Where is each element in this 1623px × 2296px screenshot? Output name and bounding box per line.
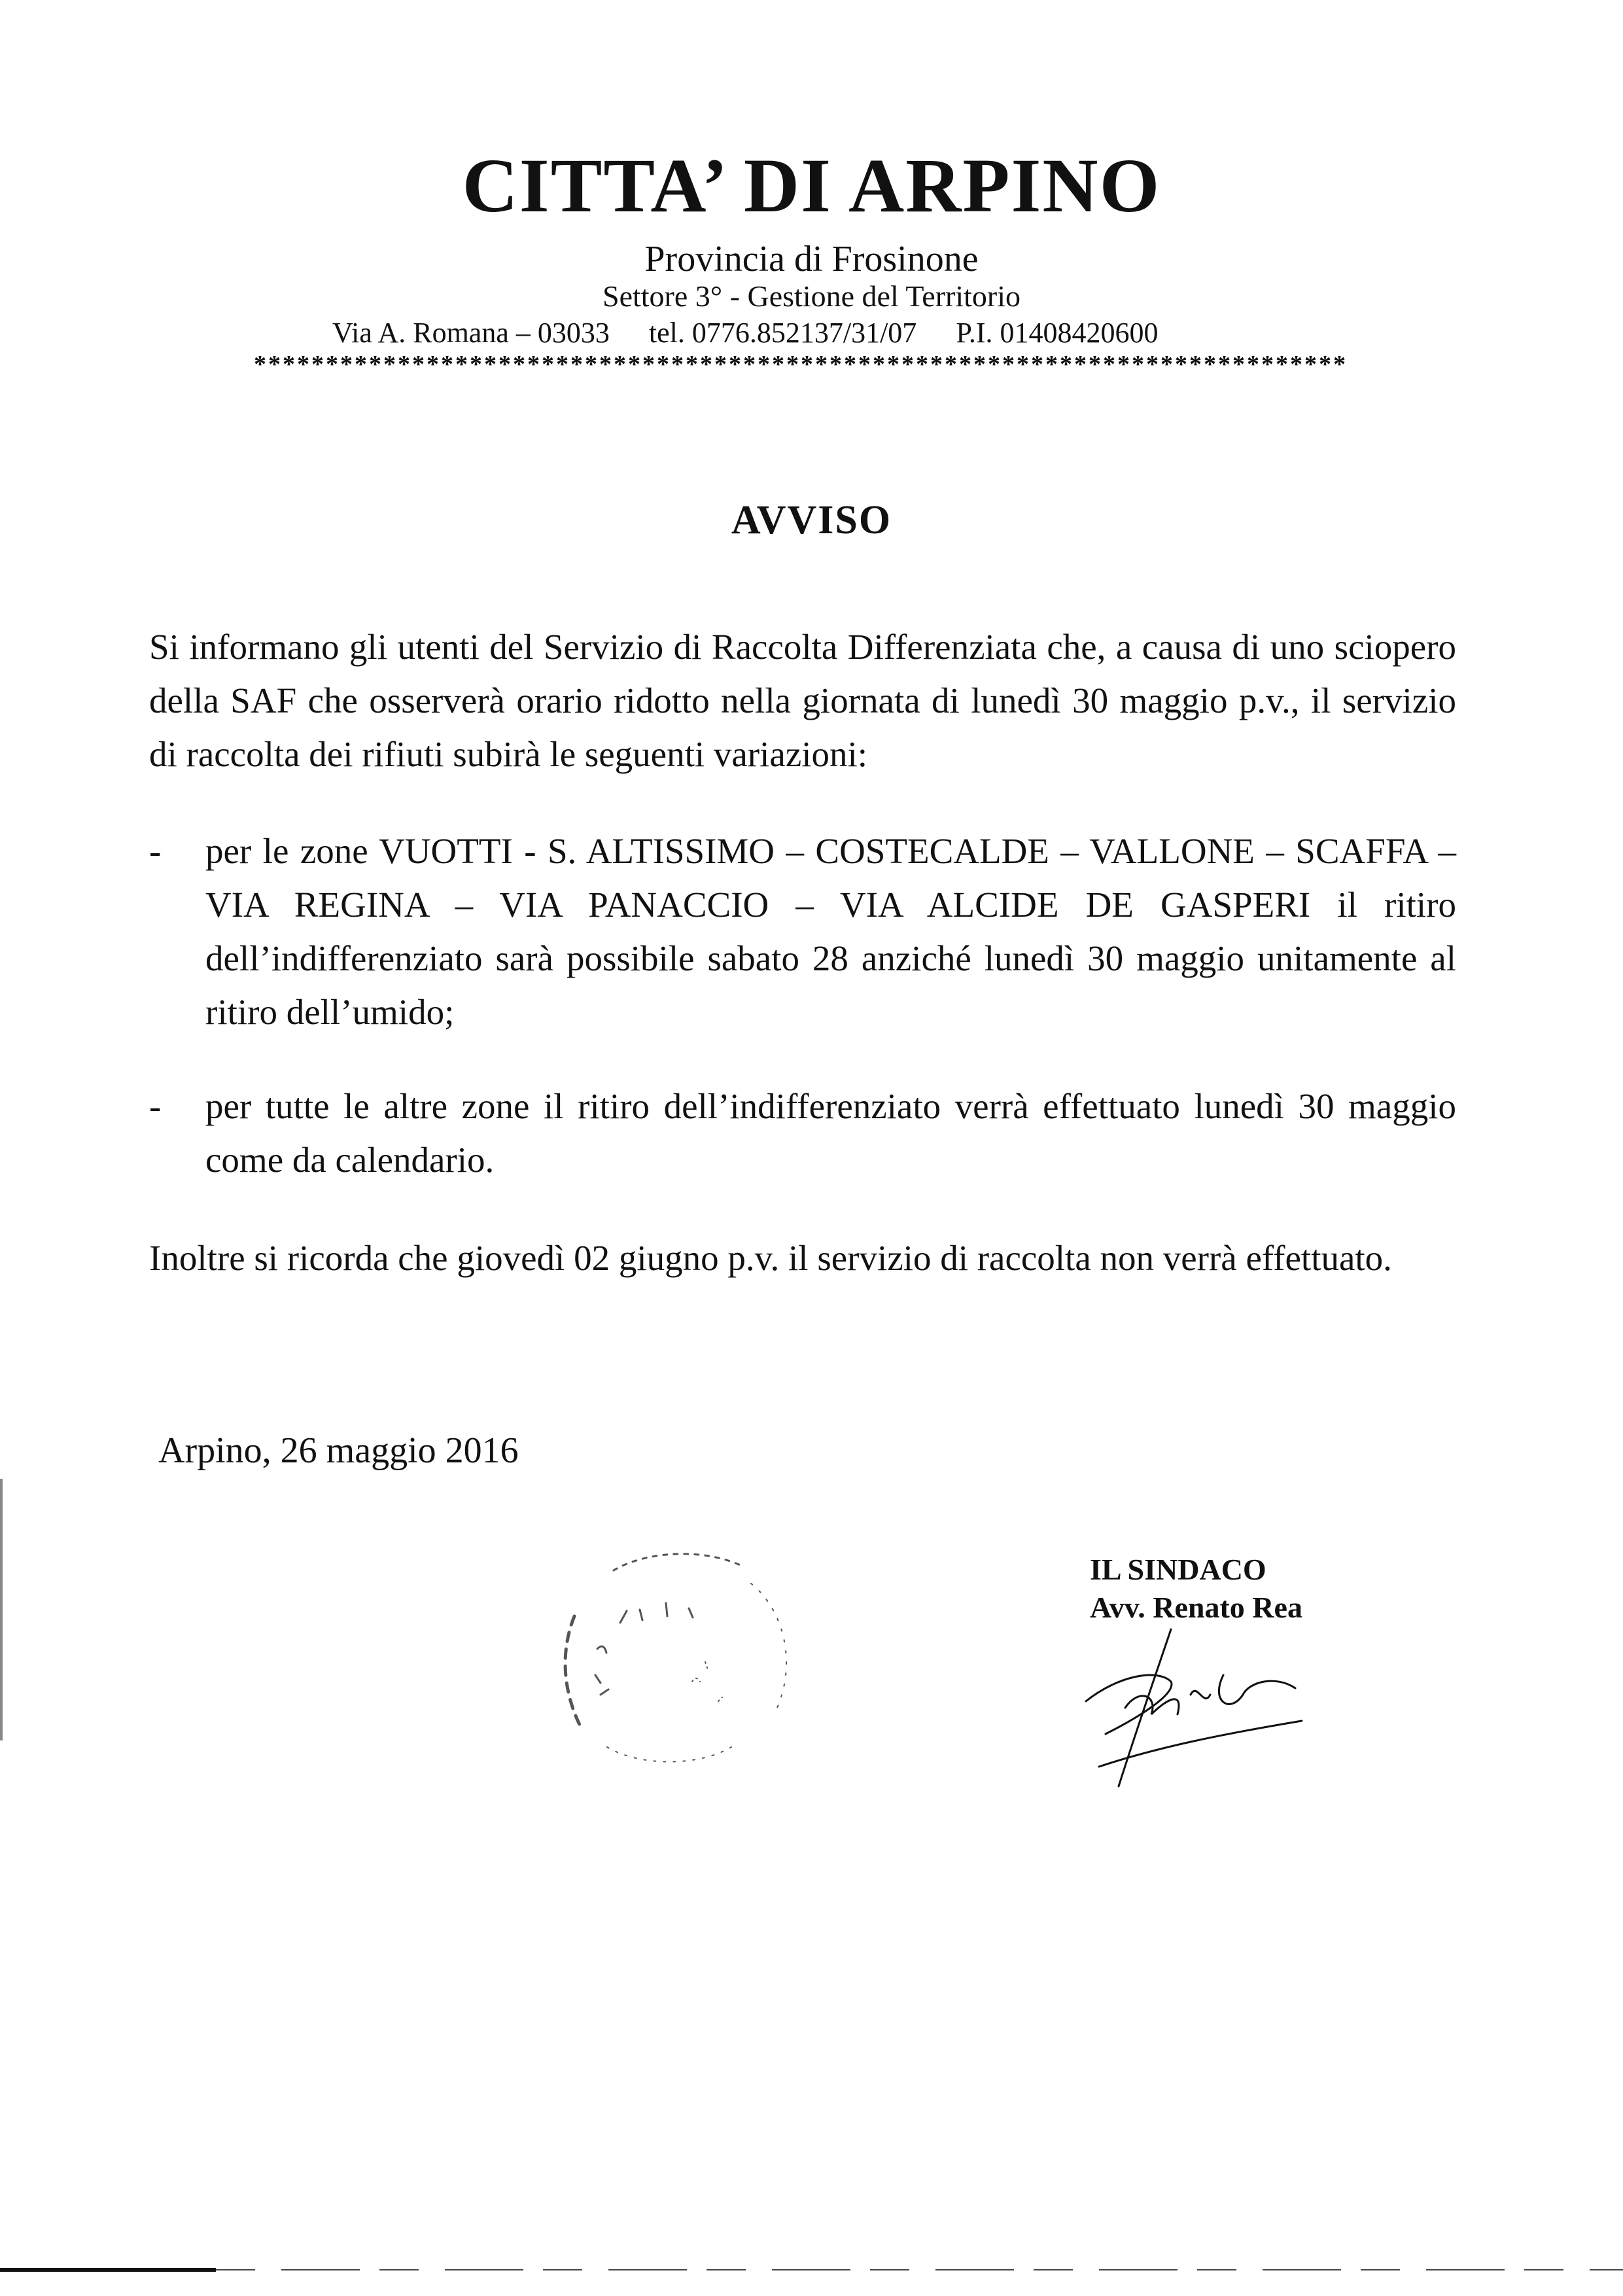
contact-line	[332, 319, 1198, 347]
phone-text: tel. 0776.852137/31/07	[648, 317, 917, 349]
place-date: Arpino, 26 maggio 2016	[158, 1430, 519, 1471]
scan-margin-mark	[0, 1479, 3, 1740]
vat-text: P.I. 01408420600	[956, 317, 1159, 349]
province-line: Provincia di Frosinone	[644, 239, 979, 279]
closing-paragraph: Inoltre si ricorda che giovedì 02 giugno p.v. il servizio di raccolta non verrà effettuato.	[149, 1238, 1392, 1278]
list-marker: -	[149, 1086, 162, 1126]
bottom-rule	[0, 2266, 1623, 2275]
list-item-text: per le zone VUOTTI - S. ALTISSIMO – COSTECALDE – VALLONE – SCAFFA – VIA REGINA – VIA PANACCIO – VIA ALCIDE DE GASPERI il ritiro dell’indifferenziato sarà possibile sabato 28 anziché lunedì 30 maggio unitamente al ritiro dell’umido;	[205, 831, 1456, 1032]
header-separator: ****************************************************************************	[254, 352, 1348, 377]
list-item-text: per tutte le altre zone il ritiro dell’indifferenziato verrà effettuato lunedì 30 maggio come da calendario.	[205, 1086, 1456, 1180]
address-text: Via A. Romana – 03033	[332, 317, 610, 349]
sector-line: Settore 3° - Gestione del Territorio	[602, 279, 1021, 313]
city-title: CITTA’ DI ARPINO	[462, 143, 1161, 228]
signatory-name: Avv. Renato Rea	[1090, 1591, 1302, 1624]
official-stamp	[535, 1531, 816, 1780]
list-marker: -	[149, 831, 162, 871]
handwritten-signature	[1079, 1623, 1328, 1793]
notice-title: AVVISO	[731, 498, 892, 542]
intro-paragraph: Si informano gli utenti del Servizio di Raccolta Differenziata che, a causa di uno sciopero della SAF che osserverà orario ridotto nella giornata di lunedì 30 maggio p.v., il servizio di raccolta dei rifiuti subirà le seguenti variazioni:	[149, 627, 1456, 774]
signature-block	[1090, 1551, 1302, 1627]
signatory-role: IL SINDACO	[1090, 1553, 1266, 1586]
